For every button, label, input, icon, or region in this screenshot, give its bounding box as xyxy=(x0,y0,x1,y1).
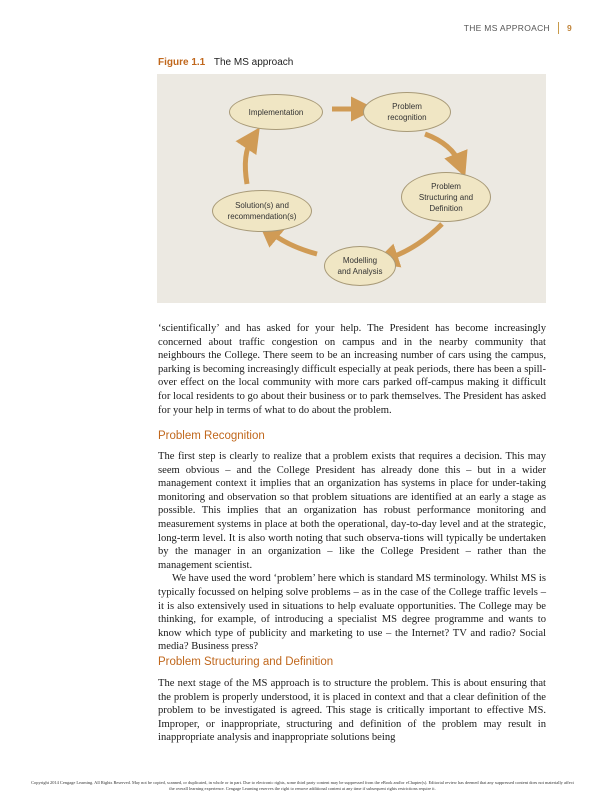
paragraph: The next stage of the MS approach is to structure the problem. This is about ensuring that the problem is properly understood, it is placed in context and that a clear definition of the problem to be investigated is agreed. This stage is critically important to effective MS. Improper, or inappropriate, structuring and definition of the problem may result in inappropriate analysis and inappropriate solutions being xyxy=(158,678,546,744)
arrow-modelling-to-solutions xyxy=(269,231,317,254)
node-problem-recognition: Problem recognition xyxy=(363,92,451,132)
page-number: 9 xyxy=(566,23,572,33)
arrow-structuring-to-modelling xyxy=(387,224,442,259)
copyright-footer: Copyright 2014 Cengage Learning. All Rights Reserved. May not be copied, scanned, or duplicated, in whole or in part. Due to electronic rights, some third party content may be suppressed from the eBook and/or eChapter(s). Editorial review has deemed that any suppressed content does not materially affect the overall learning experience. Cengage Learning reserves the right to remove additional content at any time if subsequent rights restrictions require it. xyxy=(31,780,574,791)
running-head xyxy=(464,22,572,34)
section-heading-problem-recognition: Problem Recognition xyxy=(158,430,265,442)
node-problem-structuring: Problem Structuring and Definition xyxy=(401,172,491,222)
figure-ms-approach xyxy=(157,74,546,303)
figure-label: Figure 1.1 xyxy=(158,57,206,68)
node-solutions: Solution(s) and recommendation(s) xyxy=(212,190,312,232)
figure-title: The MS approach xyxy=(213,57,294,68)
paragraph: The first step is clearly to realize that a problem exists that requires a decision. This may seem obvious – and the College President has already done this – but in a wider management context it implies that an organization has systems in place for under-taking monitoring and observation so that problem situations are identified at an early a stage as possible. This implies that an organization has robust performance monitoring and measurement systems in place at both the operational, day-to-day level and at the strategic, long-term level. It is also worth noting that such observa-tions will typically be undertaken by the manager in an organization – like the College President – rather than the management scientist. xyxy=(158,451,546,571)
node-implementation: Implementation xyxy=(229,94,323,130)
arrow-solutions-to-implementation xyxy=(245,139,252,184)
section-body-problem-structuring xyxy=(158,677,546,745)
paragraph: We have used the word ‘problem’ here which is standard MS terminology. Whilst MS is typically focussed on helping solve problems – as in the case of the College traffic levels – it is also extensively used in situations to help evaluate opportunities. The College may be thinking, for example, of introducing a specialist MS degree programme and wants to know which type of publicity and marketing to use – the Internet? TV and radio? Social media? Business press? xyxy=(158,573,546,653)
intro-paragraph: ‘scientifically’ and has asked for your help. The President has become increasingly concerned about traffic congestion on campus and in the nearby community that neighbours the College. There seem to be an increasing number of cars using the campus, parking is becoming increasingly difficult especially at peak periods, there has been a spill-over effect on the local community with more cars parked off-campus making it difficult for local residents to go about their business or to park themselves. The President has asked for your help in terms of what to do about the problem. xyxy=(158,323,546,416)
header-divider xyxy=(558,22,559,34)
running-title: THE MS APPROACH xyxy=(463,23,550,33)
section-body-problem-recognition xyxy=(158,450,546,654)
node-modelling-analysis: Modelling and Analysis xyxy=(324,246,396,286)
arrow-recognition-to-structuring xyxy=(425,134,460,164)
figure-caption xyxy=(158,57,293,68)
section-heading-problem-structuring: Problem Structuring and Definition xyxy=(158,656,334,668)
